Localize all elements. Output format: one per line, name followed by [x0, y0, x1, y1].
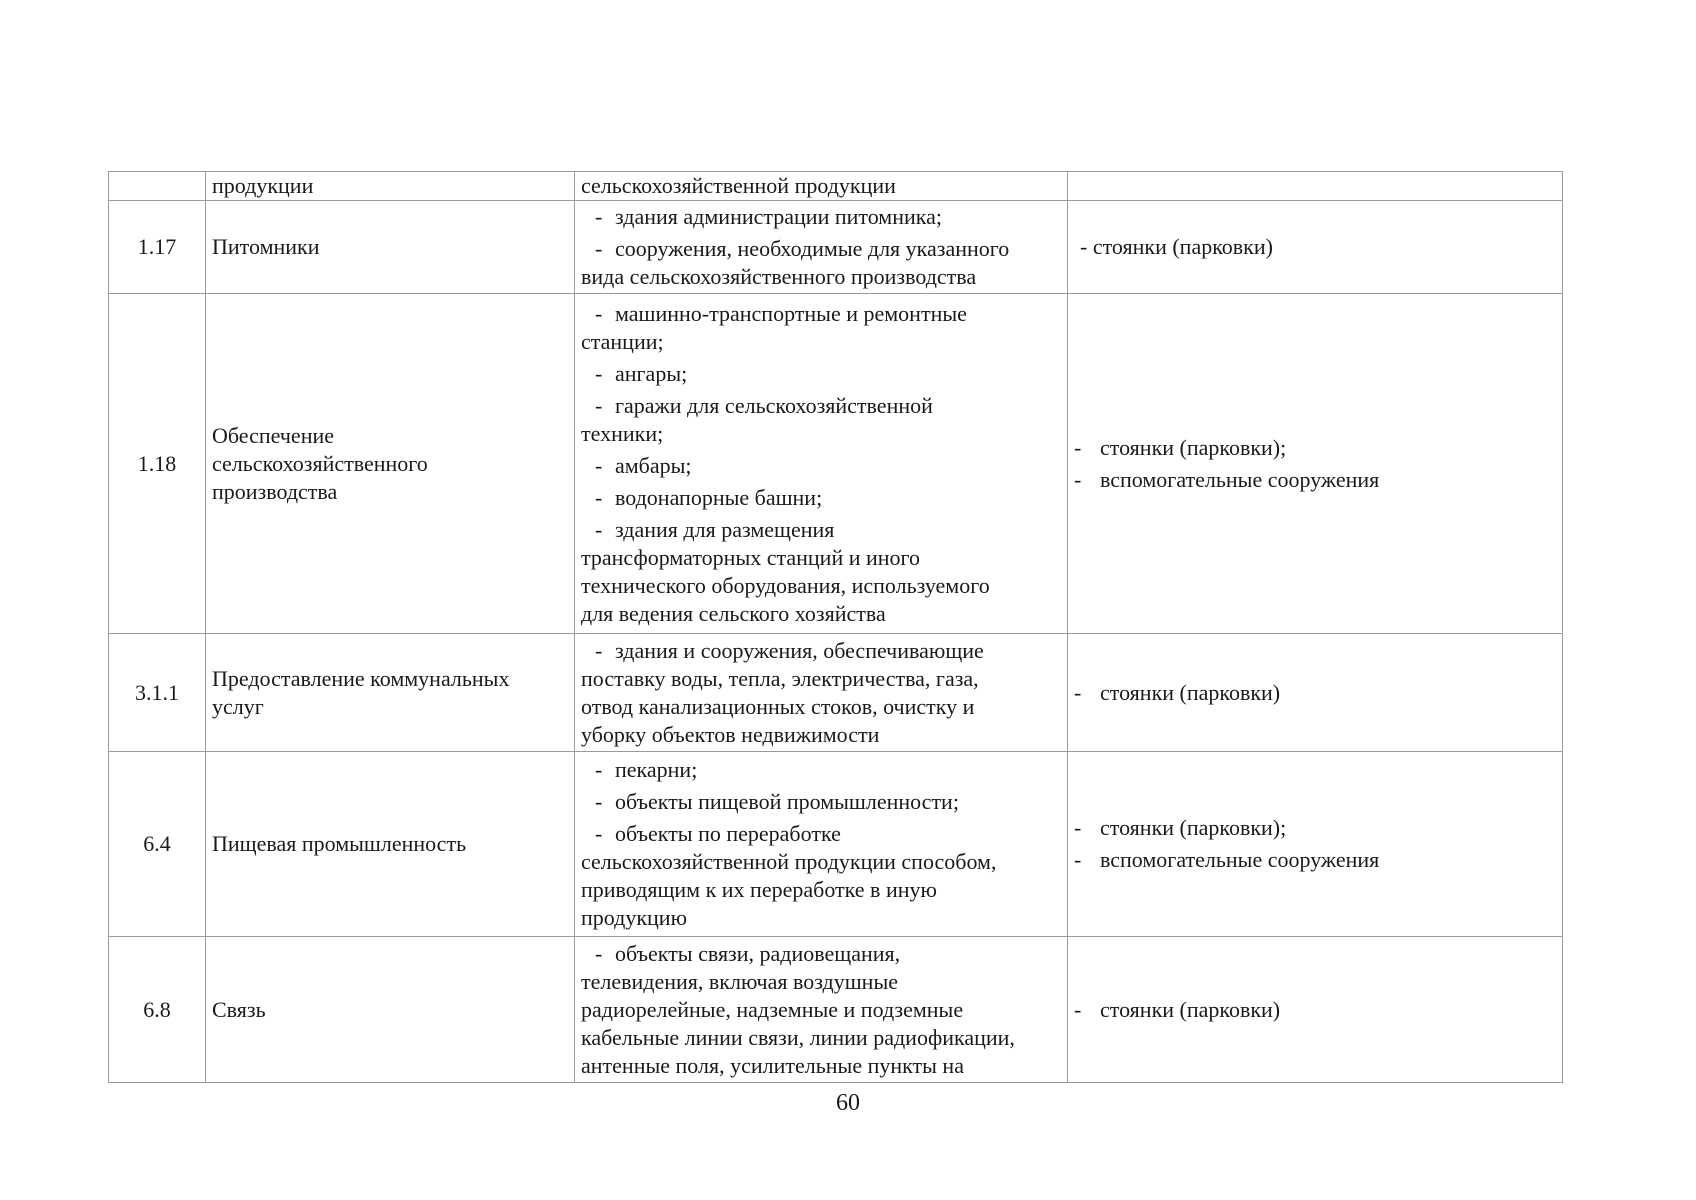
- table-row: [109, 201, 1563, 294]
- item-text-continuation: продукцию: [581, 905, 688, 930]
- table-body: [109, 172, 1563, 1083]
- item-text: ангары;: [615, 360, 688, 386]
- name-cell: [206, 172, 575, 201]
- bullet-dash: -: [1074, 466, 1082, 492]
- permitted-object-item: [581, 484, 1061, 512]
- auxiliary-objects-cell: [1068, 294, 1563, 634]
- permitted-object-item: [581, 788, 1061, 816]
- name-cell: [206, 752, 575, 937]
- permitted-object-item: [581, 203, 1061, 231]
- auxiliary-objects-cell: [1068, 937, 1563, 1083]
- item-text-continuation: технического оборудования, используемого: [581, 572, 990, 598]
- permitted-object-item: [581, 756, 1061, 784]
- permitted-object-item: [581, 392, 1061, 448]
- name-line: услуг: [212, 693, 264, 719]
- table-row: [109, 752, 1563, 937]
- name-line: Предоставление коммунальных: [212, 665, 510, 691]
- name-cell: [206, 634, 575, 752]
- permitted-object-item: [581, 820, 1061, 932]
- auxiliary-item: [1074, 814, 1556, 842]
- auxiliary-text: стоянки (парковки);: [1100, 434, 1287, 460]
- item-text: объекты пищевой промышленности;: [615, 789, 959, 814]
- permitted-objects-cell: [575, 752, 1068, 937]
- name-cell: [206, 937, 575, 1083]
- bullet-dash: -: [1074, 847, 1082, 872]
- name-line: продукции: [212, 173, 314, 198]
- bullet-dash: -: [595, 940, 603, 966]
- code-cell: 6.8: [109, 937, 206, 1083]
- bullet-dash: -: [595, 637, 603, 663]
- item-text-continuation: приводящим к их переработке в иную: [581, 877, 937, 902]
- name-line: Связь: [212, 996, 266, 1022]
- name-line: Обеспечение: [212, 422, 334, 448]
- permitted-object-item: [581, 360, 1061, 388]
- item-text-continuation: станции;: [581, 328, 664, 354]
- permitted-object-item: [581, 637, 1061, 749]
- item-text-continuation: радиорелейные, надземные и подземные: [581, 996, 964, 1022]
- code-cell: 1.18: [109, 294, 206, 634]
- auxiliary-text: стоянки (парковки): [1100, 996, 1281, 1022]
- bullet-dash: -: [595, 516, 603, 542]
- auxiliary-text: стоянки (парковки): [1100, 679, 1281, 705]
- auxiliary-text: стоянки (парковки);: [1100, 815, 1287, 840]
- auxiliary-item: [1074, 233, 1556, 261]
- code-cell: 1.17: [109, 201, 206, 294]
- bullet-dash: -: [1074, 815, 1082, 840]
- item-text: водонапорные башни;: [615, 484, 823, 510]
- item-text-continuation: вида сельскохозяйственного производства: [581, 264, 977, 289]
- item-text: здания администрации питомника;: [615, 204, 943, 229]
- land-use-table: [108, 171, 1563, 1083]
- permitted-text-line: сельскохозяйственной продукции: [581, 173, 896, 198]
- table-row: [109, 294, 1563, 634]
- item-text-continuation: телевидения, включая воздушные: [581, 968, 898, 994]
- bullet-dash: -: [595, 452, 603, 478]
- item-text-continuation: поставку воды, тепла, электричества, газа,: [581, 665, 979, 691]
- name-line: Пищевая промышленность: [212, 831, 467, 856]
- auxiliary-item: [1074, 466, 1556, 494]
- permitted-object-item: [581, 235, 1061, 291]
- item-text-continuation: сельскохозяйственной продукции способом,: [581, 849, 997, 874]
- auxiliary-objects-cell: [1068, 172, 1563, 201]
- item-text: объекты по переработке: [615, 821, 841, 846]
- item-text-continuation: техники;: [581, 420, 664, 446]
- item-text: объекты связи, радиовещания,: [615, 940, 901, 966]
- bullet-dash: -: [1074, 996, 1082, 1022]
- permitted-objects-cell: [575, 937, 1068, 1083]
- name-line: сельскохозяйственного: [212, 450, 428, 476]
- permitted-object-item: [581, 940, 1061, 1080]
- page-number: 60: [836, 1090, 860, 1116]
- auxiliary-item: [1074, 434, 1556, 462]
- item-text: здания и сооружения, обеспечивающие: [615, 637, 984, 663]
- permitted-objects-cell: [575, 294, 1068, 634]
- code-cell: 6.4: [109, 752, 206, 937]
- bullet-dash: -: [595, 821, 603, 846]
- auxiliary-item: [1074, 846, 1556, 874]
- table-row: [109, 937, 1563, 1083]
- code-cell: [109, 172, 206, 201]
- item-text-continuation: уборку объектов недвижимости: [581, 721, 880, 747]
- bullet-dash: -: [1074, 434, 1082, 460]
- bullet-dash: -: [1074, 679, 1082, 705]
- permitted-objects-cell: [575, 201, 1068, 294]
- auxiliary-objects-cell: [1068, 752, 1563, 937]
- permitted-objects-cell: [575, 634, 1068, 752]
- auxiliary-item: [1074, 679, 1556, 707]
- auxiliary-text: - стоянки (парковки): [1080, 234, 1273, 259]
- bullet-dash: -: [595, 300, 603, 326]
- item-text-continuation: для ведения сельского хозяйства: [581, 600, 886, 626]
- item-text-continuation: кабельные линии связи, линии радиофикации,: [581, 1024, 1015, 1050]
- bullet-dash: -: [595, 789, 603, 814]
- item-text-continuation: отвод канализационных стоков, очистку и: [581, 693, 975, 719]
- item-text: пекарни;: [615, 757, 698, 782]
- auxiliary-text: вспомогательные сооружения: [1100, 466, 1380, 492]
- permitted-objects-cell: [575, 172, 1068, 201]
- item-text-continuation: антенные поля, усилительные пункты на: [581, 1052, 964, 1078]
- name-line: производства: [212, 478, 338, 504]
- auxiliary-objects-cell: [1068, 634, 1563, 752]
- bullet-dash: -: [595, 484, 603, 510]
- code-cell: 3.1.1: [109, 634, 206, 752]
- auxiliary-objects-cell: [1068, 201, 1563, 294]
- item-text: здания для размещения: [615, 516, 835, 542]
- bullet-dash: -: [595, 392, 603, 418]
- item-text: гаражи для сельскохозяйственной: [615, 392, 933, 418]
- name-cell: [206, 201, 575, 294]
- item-text: сооружения, необходимые для указанного: [615, 236, 1010, 261]
- auxiliary-text: вспомогательные сооружения: [1100, 847, 1380, 872]
- bullet-dash: -: [595, 236, 603, 261]
- auxiliary-item: [1074, 996, 1556, 1024]
- permitted-object-item: [581, 300, 1061, 356]
- table-row: [109, 634, 1563, 752]
- permitted-object-item: [581, 516, 1061, 628]
- bullet-dash: -: [595, 757, 603, 782]
- bullet-dash: -: [595, 204, 603, 229]
- permitted-object-item: [581, 452, 1061, 480]
- name-line: Питомники: [212, 234, 320, 259]
- item-text: машинно-транспортные и ремонтные: [615, 300, 967, 326]
- item-text-continuation: трансформаторных станций и иного: [581, 544, 921, 570]
- bullet-dash: -: [595, 360, 603, 386]
- item-text: амбары;: [615, 452, 692, 478]
- table-row: [109, 172, 1563, 201]
- name-cell: [206, 294, 575, 634]
